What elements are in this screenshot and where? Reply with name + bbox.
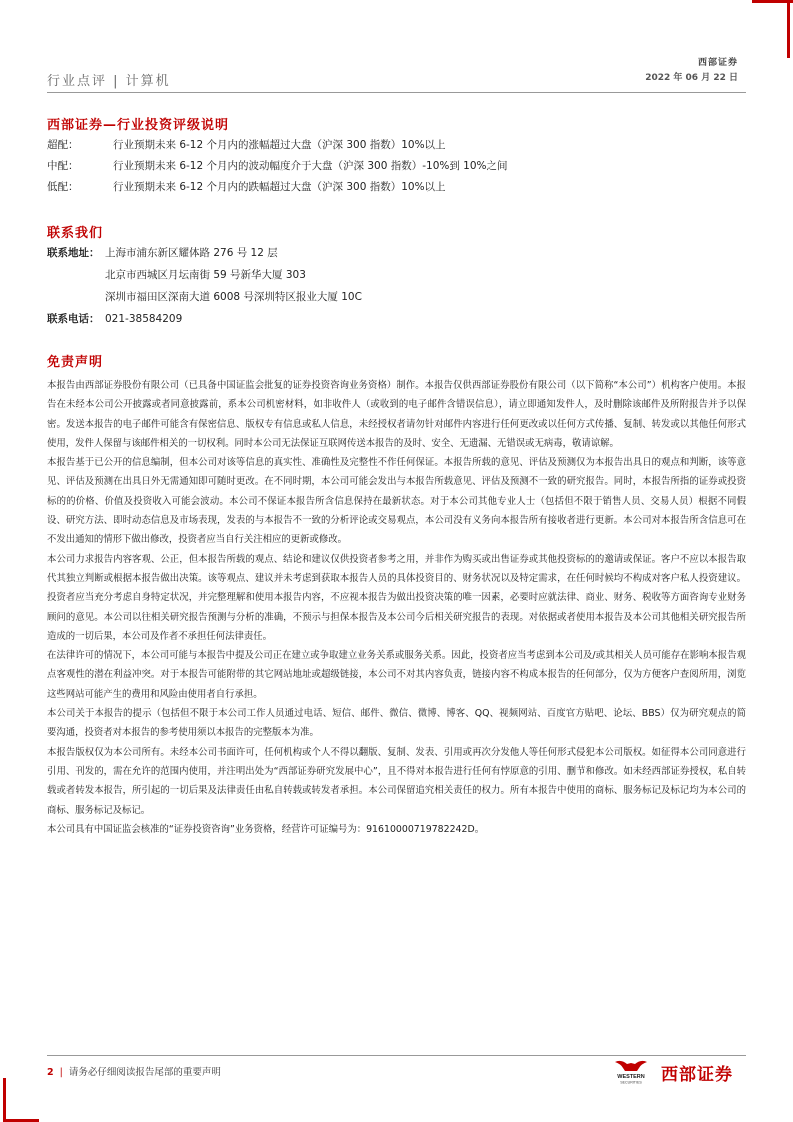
- rating-text: 行业预期未来 6-12 个月内的波动幅度介于大盘（沪深 300 指数）-10%到 10%之间: [113, 160, 508, 172]
- rating-row-underweight: [47, 179, 446, 194]
- rating-row-neutral: [47, 158, 508, 173]
- page-number: 2: [47, 1067, 54, 1078]
- footer-notice: [47, 1064, 221, 1078]
- contact-phone: 021-38584209: [105, 313, 183, 325]
- disclaimer-paragraph: 在法律许可的情况下，本公司可能与本报告中提及公司正在建立或争取建立业务关系或服务关系。因此，投资者应当考虑到本公司及/或其相关人员可能存在影响本报告观点客观性的潜在利益冲突。对于本报告可能附带的其它网站地址或超级链接，本公司不对其内容负责，链接内容不构成本报告的任何部分，仅为方便客户查阅所用，浏览这些网站可能产生的费用和风险由使用者自行承担。: [47, 650, 746, 700]
- contact-address-label: 联系地址：: [47, 247, 100, 259]
- header-section: 行业点评 | 计算机: [47, 74, 171, 89]
- western-securities-logo: [607, 1058, 747, 1086]
- disclaimer-paragraph: 本报告版权仅为本公司所有。未经本公司书面许可，任何机构或个人不得以翻版、复制、发表、引用或再次分发他人等任何形式侵犯本公司版权。如征得本公司同意进行引用、刊发的，需在允许的范围内使用，并注明出处为“西部证券研究发展中心”，且不得对本报告进行任何有悖原意的引用、删节和修改。如未经西部证券授权，私自转载或者转发本报告，所引起的一切后果及法律责任由私自转载或转发者承担。本公司保留追究相关责任的权力。所有本报告中使用的商标、服务标记及标记均为本公司的商标、服务标记及标记。: [47, 746, 746, 816]
- disclaimer-paragraph: 本报告由西部证券股份有限公司（已具备中国证监会批复的证券投资咨询业务资格）制作。本报告仅供西部证券股份有限公司（以下简称“本公司”）机构客户使用。本报告在未经本公司公开披露或者同意披露前，系本公司机密材料，如非收件人（或收到的电子邮件含错误信息），请立即通知发件人，及时删除该邮件及所附报告并予以保密。发送本报告的电子邮件可能含有保密信息、版权专有信息或私人信息，未经授权者请勿针对邮件内容进行任何更改或以任何方式传播、复制、转发或以其他任何形式使用，发件人保留与该邮件相关的一切权利。同时本公司无法保证互联网传送本报告的及时、安全、无遗漏、无错误或无病毒，敬请谅解。: [47, 380, 746, 449]
- bull-logo-icon: [607, 1058, 655, 1084]
- contact-address-row: [47, 289, 362, 304]
- disclaimer-paragraph: 本公司关于本报告的提示（包括但不限于本公司工作人员通过电话、短信、邮件、微信、微博、博客、QQ、视频网站、百度官方贴吧、论坛、BBS）仅为研究观点的简要沟通，投资者对本报告的参考使用须以本报告的完整版本为准。: [47, 708, 746, 739]
- contact-address: 北京市西城区月坛南街 59 号新华大厦 303: [105, 269, 306, 281]
- rating-text: 行业预期未来 6-12 个月内的涨幅超过大盘（沪深 300 指数）10%以上: [113, 139, 446, 151]
- disclaimer-paragraph: 本公司力求报告内容客观、公正，但本报告所载的观点、结论和建议仅供投资者参考之用，并非作为购买或出售证券或其他投资标的的邀请或保证。客户不应以本报告取代其独立判断或根据本报告做出决策。该等观点、建议并未考虑到获取本报告人员的具体投资目的、财务状况以及特定需求，在任何时候均不构成对客户私人投资建议。投资者应当充分考虑自身特定状况，并完整理解和使用本报告内容，不应视本报告为做出投资决策的唯一因素，必要时应就法律、商业、财务、税收等方面咨询专业财务顾问的意见。本公司以往相关研究报告预测与分析的准确，不预示与担保本报告及本公司今后相关研究报告的表现。对依据或者使用本报告及本公司其他相关研究报告所造成的一切后果，本公司及作者不承担任何法律责任。: [47, 553, 746, 642]
- disclaimer-title: 免责声明: [47, 355, 104, 370]
- rating-label: 低配：: [47, 181, 79, 193]
- disclaimer-paragraph: 本报告基于已公开的信息编制，但本公司对该等信息的真实性、准确性及完整性不作任何保证。本报告所载的意见、评估及预测仅为本报告出具日的观点和判断，该等意见、评估及预测在出具日外无需通知即可随时更改。在不同时期，本公司可能会发出与本报告所载意见、评估及预测不一致的研究报告。同时，本报告所指的证券或投资标的的价格、价值及投资收入可能会波动。本公司不保证本报告所含信息保持在最新状态。对于本公司其他专业人士（包括但不限于销售人员、交易人员）根据不同假设、研究方法、即时动态信息及市场表现，发表的与本报告不一致的分析评论或交易观点，本公司没有义务向本报告所有接收者进行更新。本公司对本报告所含信息可在不发出通知的情形下做出修改，投资者应当自行关注相应的更新或修改。: [47, 457, 746, 546]
- header-date: 2022 年 06 月 22 日: [645, 73, 738, 83]
- corner-accent-horizontal: [752, 0, 793, 3]
- contact-address-row: [47, 267, 306, 282]
- footer-notice-text: 请务必仔细阅读报告尾部的重要声明: [68, 1067, 221, 1078]
- rating-label: 超配：: [47, 139, 79, 151]
- contact-phone-label: 联系电话：: [47, 313, 100, 325]
- logo-text-en-sub: SECURITIES: [620, 1080, 642, 1084]
- contact-address: 上海市浦东新区耀体路 276 号 12 层: [105, 247, 278, 259]
- disclaimer-paragraph: 本公司具有中国证监会核准的“证券投资咨询”业务资格，经营许可证编号为：91610000719782242D。: [47, 823, 485, 835]
- rating-text: 行业预期未来 6-12 个月内的跌幅超过大盘（沪深 300 指数）10%以上: [113, 181, 446, 193]
- rating-title: 西部证券—行业投资评级说明: [47, 118, 230, 133]
- contact-title: 联系我们: [47, 226, 104, 241]
- rating-row-overweight: [47, 137, 446, 152]
- contact-phone-row: [47, 311, 182, 326]
- contact-address-row: [47, 245, 278, 260]
- logo-text-en: WESTERN: [617, 1074, 645, 1080]
- logo-text-cn: 西部证券: [661, 1065, 733, 1085]
- contact-address: 深圳市福田区深南大道 6008 号深圳特区报业大厦 10C: [105, 291, 362, 303]
- disclaimer-body: [47, 376, 746, 839]
- header-company: 西部证券: [697, 58, 738, 68]
- footer-separator: |: [59, 1067, 63, 1078]
- header-divider: [47, 92, 746, 93]
- rating-label: 中配：: [47, 160, 79, 172]
- corner-accent-vertical-bottom: [3, 1078, 6, 1122]
- corner-accent-vertical: [787, 0, 790, 58]
- footer-divider: [47, 1055, 746, 1056]
